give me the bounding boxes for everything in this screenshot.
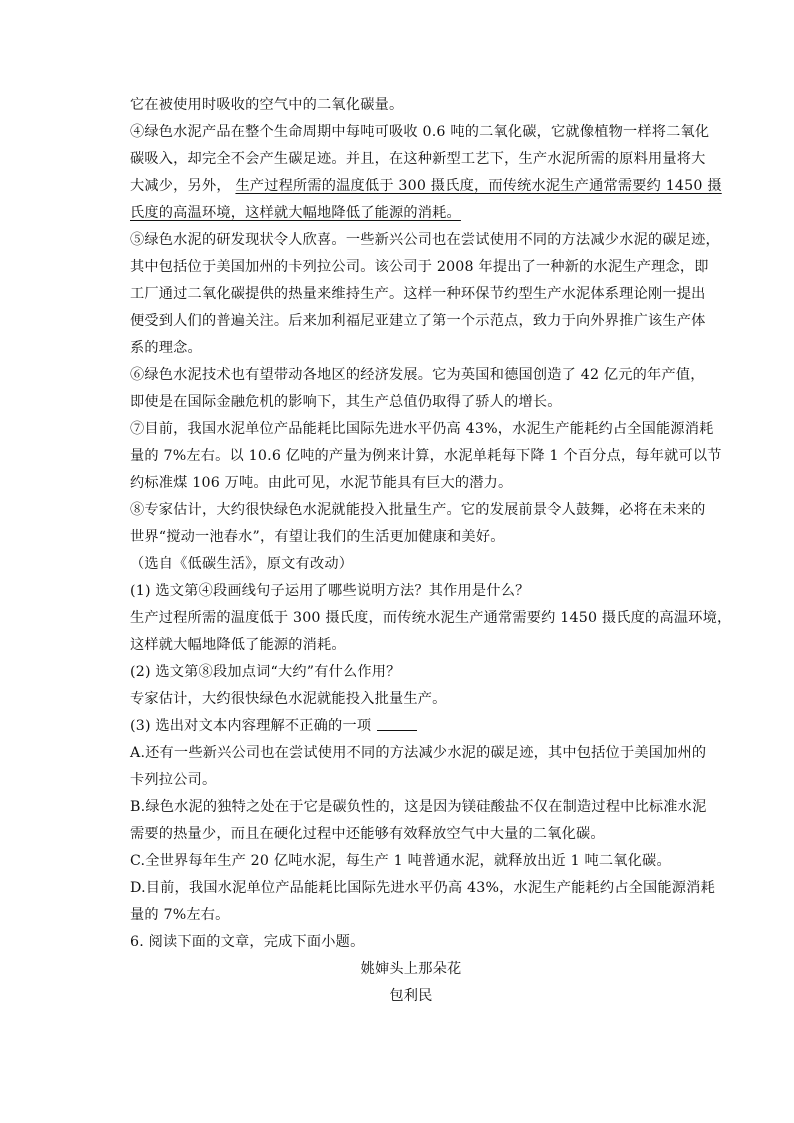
option-d: D.目前，我国水泥单位产品能耗比国际先进水平仍高 43%，水泥生产能耗约占全国能源消耗 <box>130 880 715 896</box>
paragraph-5-line: 系的理念。 <box>130 340 202 356</box>
paragraph-8-line: 世界“搅动一池春水”，有望让我们的生活更加健康和美好。 <box>130 529 505 545</box>
option-b: 需要的热量少，而且在硬化过程中还能够有效释放空气中大量的二氧化碳。 <box>130 826 605 842</box>
answer-blank <box>377 718 417 731</box>
paragraph-7-line: 约标准煤 106 万吨。由此可见，水泥节能具有巨大的潜力。 <box>130 475 513 491</box>
question-1-quote: 生产过程所需的温度低于 300 摄氏度，而传统水泥生产通常需要约 1450 摄氏度的高温环境， <box>130 610 732 626</box>
question-3 <box>130 717 417 735</box>
option-c: C.全世界每年生产 20 亿吨水泥，每生产 1 吨普通水泥，就释放出近 1 吨二氧化碳。 <box>130 853 671 869</box>
paragraph-5-line: ⑤绿色水泥的研发现状令人欣喜。一些新兴公司也在尝试使用不同的方法减少水泥的碳足迹， <box>130 232 720 248</box>
paragraph-4-line: ④绿色水泥产品在整个生命周期中每吨可吸收 0.6 吨的二氧化碳，它就像植物一样将二氧化 <box>130 124 710 140</box>
underlined-sentence: 氏度的高温环境，这样就大幅地降低了能源的消耗。 <box>130 205 461 221</box>
paragraph-4-line: 碳吸入，却完全不会产生碳足迹。并且，在这种新型工艺下，生产水泥所需的原料用量将大 <box>130 151 706 167</box>
option-d: 量的 7%左右。 <box>130 907 230 923</box>
source-note: （选自《低碳生活》，原文有改动） <box>130 556 354 572</box>
option-a: A.还有一些新兴公司也在尝试使用不同的方法减少水泥的碳足迹，其中包括位于美国加州的 <box>130 745 707 761</box>
question-3-text: (3) 选出对文本内容理解不正确的一项 <box>130 718 372 734</box>
paragraph-6-line: 即使是在国际金融危机的影响下，其生产总值仍取得了骄人的增长。 <box>130 394 562 410</box>
question-2-quote: 专家估计，大约很快绿色水泥就能投入批量生产。 <box>130 691 447 707</box>
paragraph-6-line: ⑥绿色水泥技术也有望带动各地区的经济发展。它为英国和德国创造了 42 亿元的年产值， <box>130 367 705 383</box>
paragraph-7-line: ⑦目前，我国水泥单位产品能耗比国际先进水平仍高 43%，水泥生产能耗约占全国能源消耗 <box>130 421 714 437</box>
text-line: 它在被使用时吸收的空气中的二氧化碳量。 <box>130 97 404 113</box>
paragraph-5-line: 工厂通过二氧化碳提供的热量来维持生产。这样一种环保节约型生产水泥体系理论刚一提出 <box>130 286 706 302</box>
underlined-sentence: 生产过程所需的温度低于 300 摄氏度，而传统水泥生产通常需要约 1450 摄 <box>235 178 722 194</box>
story-author: 包利民 <box>389 988 433 1004</box>
paragraph-4-line <box>130 177 722 195</box>
question-6: 6. 阅读下面的文章，完成下面小题。 <box>130 934 365 950</box>
paragraph-5-line: 其中包括位于美国加州的卡列拉公司。该公司于 2008 年提出了一种新的水泥生产理念，即 <box>130 259 709 275</box>
paragraph-5-line: 便受到人们的普遍关注。后来加利福尼亚建立了第一个示范点，致力于向外界推广该生产体 <box>130 313 706 329</box>
paragraph-8-line: ⑧专家估计，大约很快绿色水泥就能投入批量生产。它的发展前景令人鼓舞，必将在未来的 <box>130 502 706 518</box>
option-a: 卡列拉公司。 <box>130 772 217 788</box>
question-2: (2) 选文第⑧段加点词“大约”有什么作用？ <box>130 664 401 680</box>
story-title: 姚婶头上那朵花 <box>360 961 462 977</box>
text-segment: 大减少，另外， <box>130 178 231 194</box>
question-1: (1) 选文第④段画线句子运用了哪些说明方法？其作用是什么？ <box>130 583 530 599</box>
paragraph-7-line: 量的 7%左右。以 10.6 亿吨的产量为例来计算，水泥单耗每下降 1 个百分点，每年就可以节 <box>130 448 722 464</box>
question-1-quote: 这样就大幅地降低了能源的消耗。 <box>130 637 346 653</box>
option-b: B.绿色水泥的独特之处在于它是碳负性的，这是因为镁硅酸盐不仅在制造过程中比标准水泥 <box>130 799 707 815</box>
